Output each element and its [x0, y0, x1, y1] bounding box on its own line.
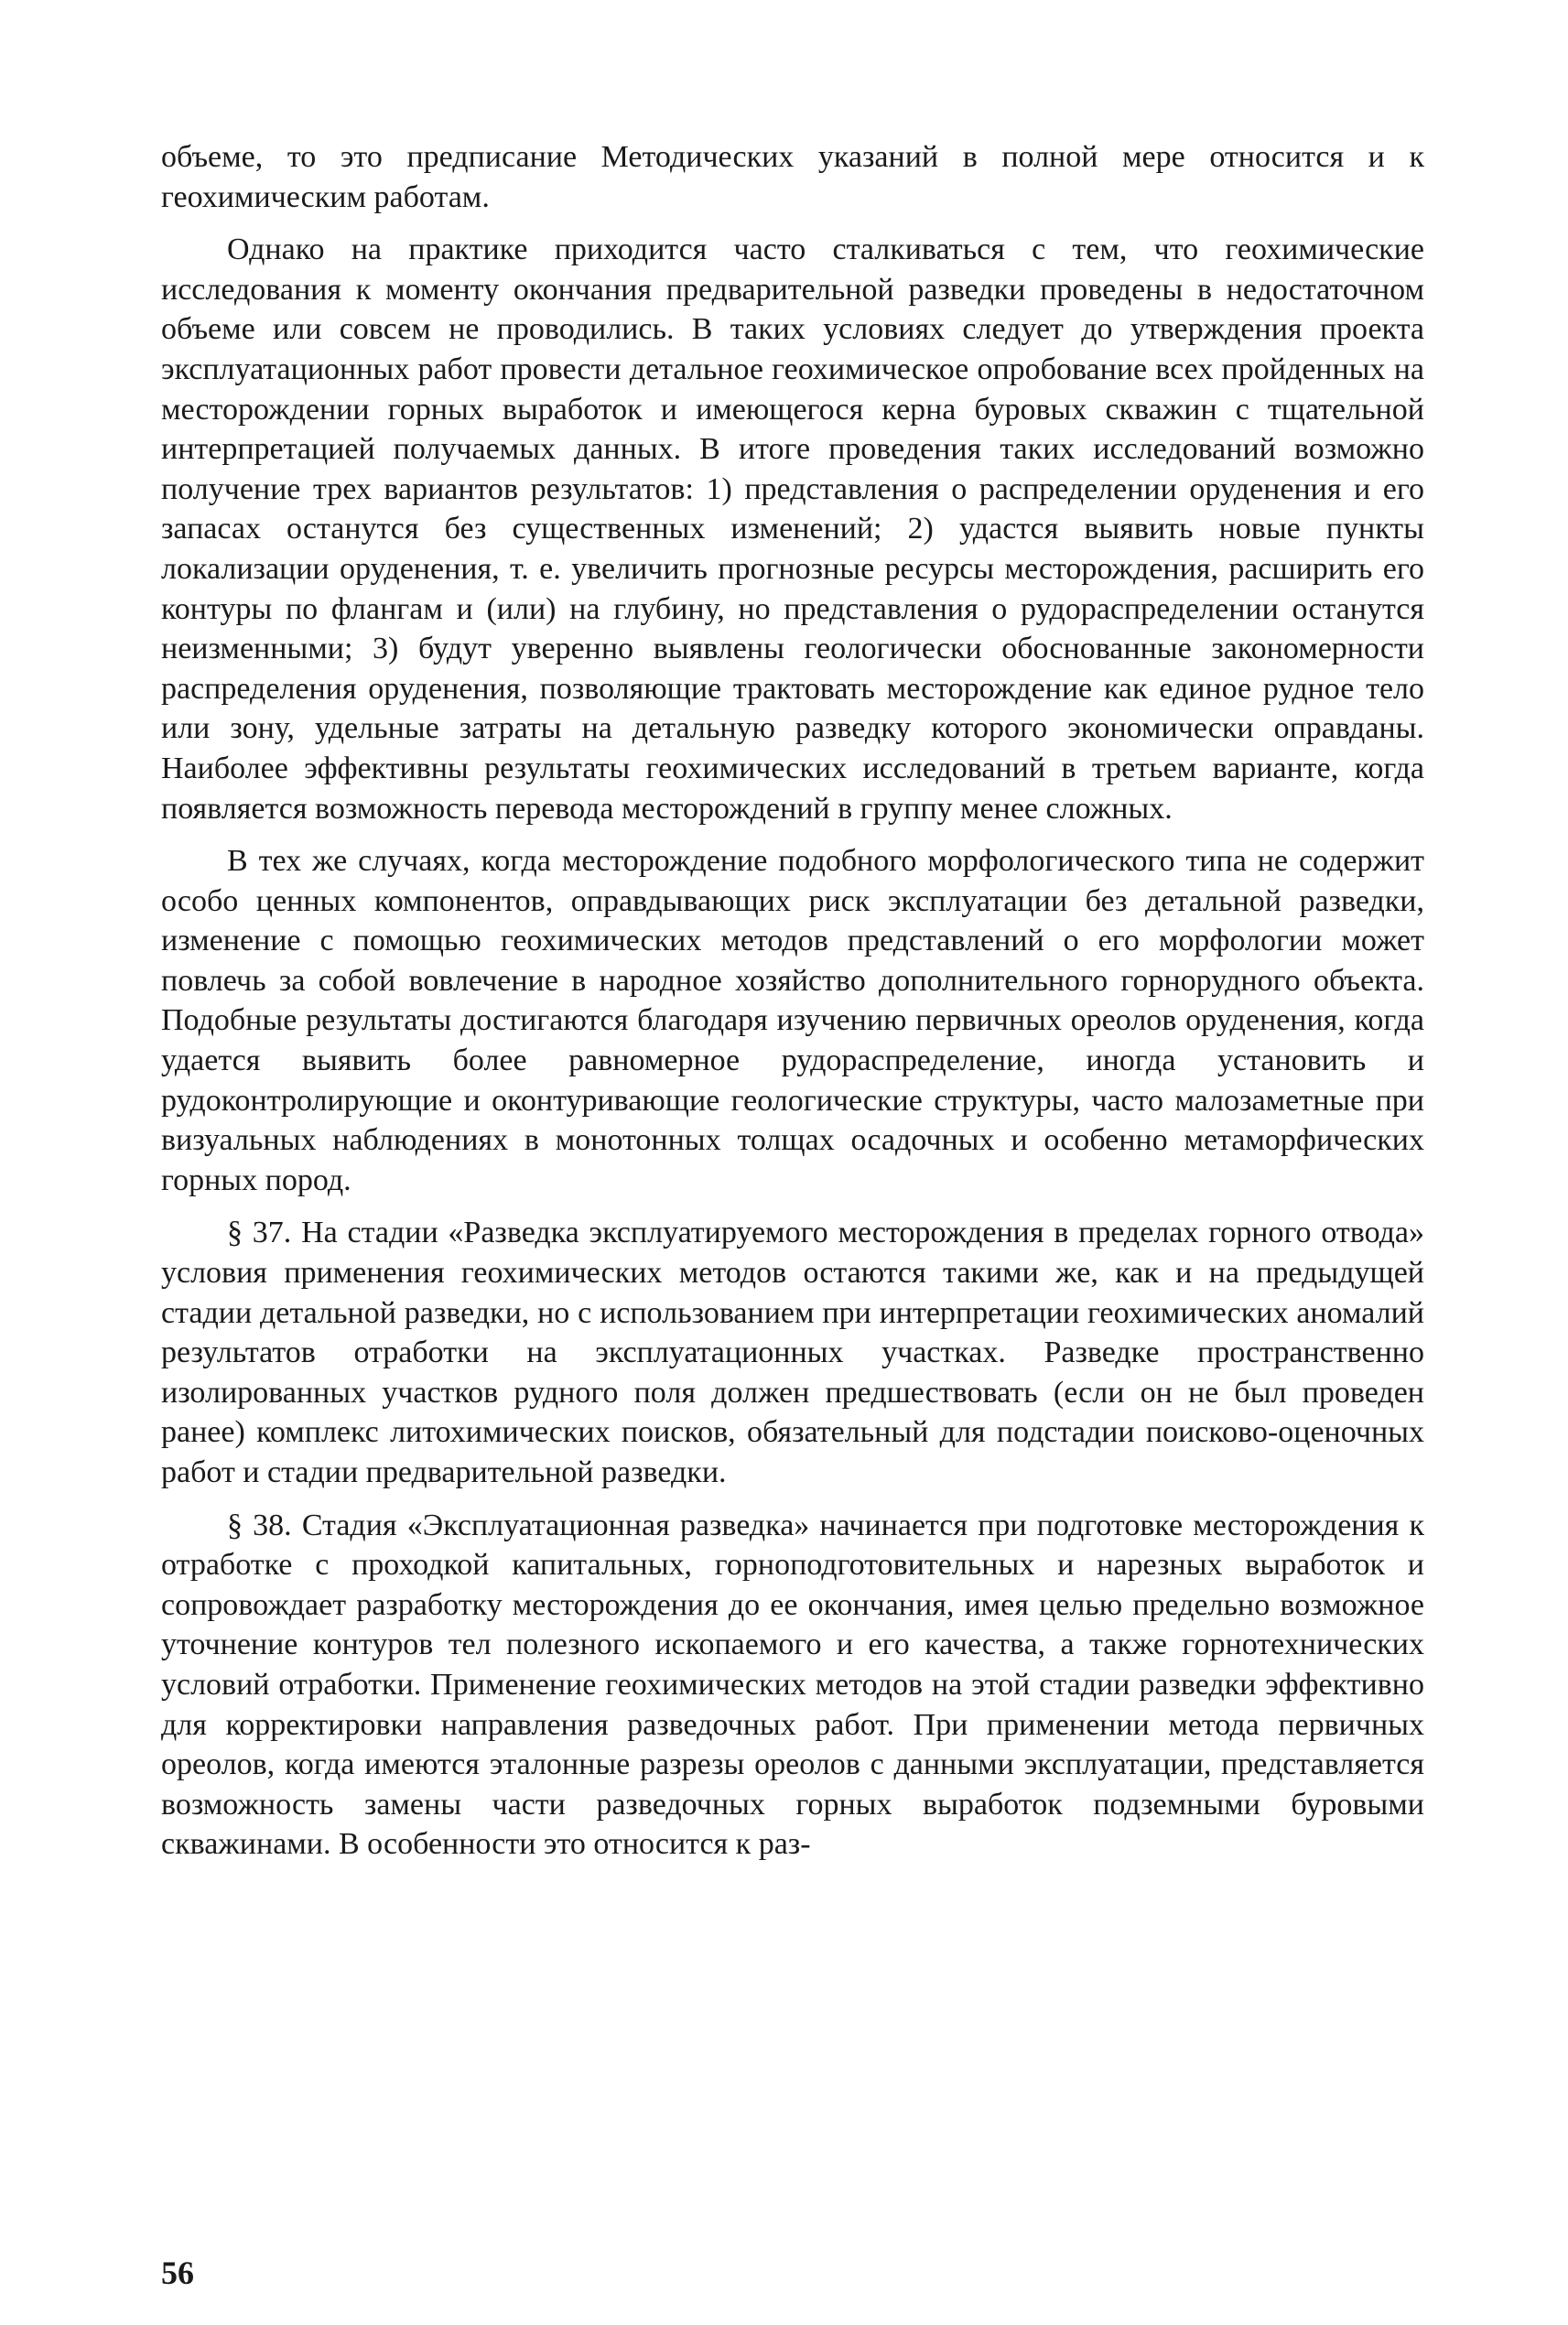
page-body — [161, 137, 1424, 1865]
paragraph-section-37: § 37. На стадии «Разведка эксплуатируемого месторождения в пределах горного отвода» условия применения геохимических методов остаются такими же, как и на предыдущей стадии детальной разведки, но с использованием при интерпретации геохимических аномалий результатов отработки на эксплуатационных участках. Разведке пространственно изолированных участков рудного поля должен предшествовать (если он не был проведен ранее) комплекс литохимических поисков, обязательный для подстадии поисково-оценочных работ и стадии предварительной разведки. — [161, 1216, 1424, 1489]
paragraph-section-38: § 38. Стадия «Эксплуатационная разведка» начинается при подготовке месторождения к отработке с проходкой капитальных, горноподготовительных и нарезных выработок и сопровождает разработку месторождения до ее окончания, имея целью предельно возможное уточнение контуров тел полезного ископаемого и его качества, а также горнотехнических условий отработки. Применение геохимических методов на этой стадии разведки эффективно для корректировки направления разведочных работ. При применении метода первичных ореолов, когда имеются эталонные разрезы ореолов с данными эксплуатации, представляется возможность замены части разведочных горных выработок подземными буровыми скважинами. В особенности это относится к раз- — [161, 1508, 1424, 1862]
paragraph-morphology: В тех же случаях, когда месторождение подобного морфологического типа не содержит особо ценных компонентов, оправдывающих риск эксплуатации без детальной разведки, изменение с помощью геохимических методов представлений о его морфологии может повлечь за собой вовлечение в народное хозяйство дополнительного горнорудного объекта. Подобные результаты достигаются благодаря изучению первичных ореолов оруденения, когда удается выявить более равномерное рудораспределение, иногда установить и рудоконтролирующие и оконтуривающие геологические структуры, часто малозаметные при визуальных наблюдениях в монотонных толщах осадочных и особенно метаморфических горных пород. — [161, 844, 1424, 1197]
paragraph-geochemical-studies: Однако на практике приходится часто сталкиваться с тем, что геохимические исследования к моменту окончания предварительной разведки проведены в недостаточном объеме или совсем не проводились. В таких условиях следует до утверждения проекта эксплуатационных работ провести детальное геохимическое опробование всех пройденных на месторождении горных выработок и имеющегося керна буровых скважин с тщательной интерпретацией получаемых данных. В итоге проведения таких исследований возможно получение трех вариантов результатов: 1) представления о распределении оруденения и его запасах останутся без существенных изменений; 2) удастся выявить новые пункты локализации оруденения, т. е. увеличить прогнозные ресурсы месторождения, расширить его контуры по флангам и (или) на глубину, но представления о рудораспределении останутся неизменными; 3) будут уверенно выявлены геологически обоснованные закономерности распределения оруденения, позволяющие трактовать месторождение как единое рудное тело или зону, удельные затраты на детальную разведку которого экономически оправданы. Наиболее эффективны результаты геохимических исследований в третьем варианте, когда появляется возможность перевода месторождений в группу менее сложных. — [161, 232, 1424, 826]
paragraph-continuation: объеме, то это предписание Методических указаний в полной мере относится и к геохимическим работам. — [161, 140, 1424, 214]
page-number: 56 — [161, 2255, 194, 2291]
